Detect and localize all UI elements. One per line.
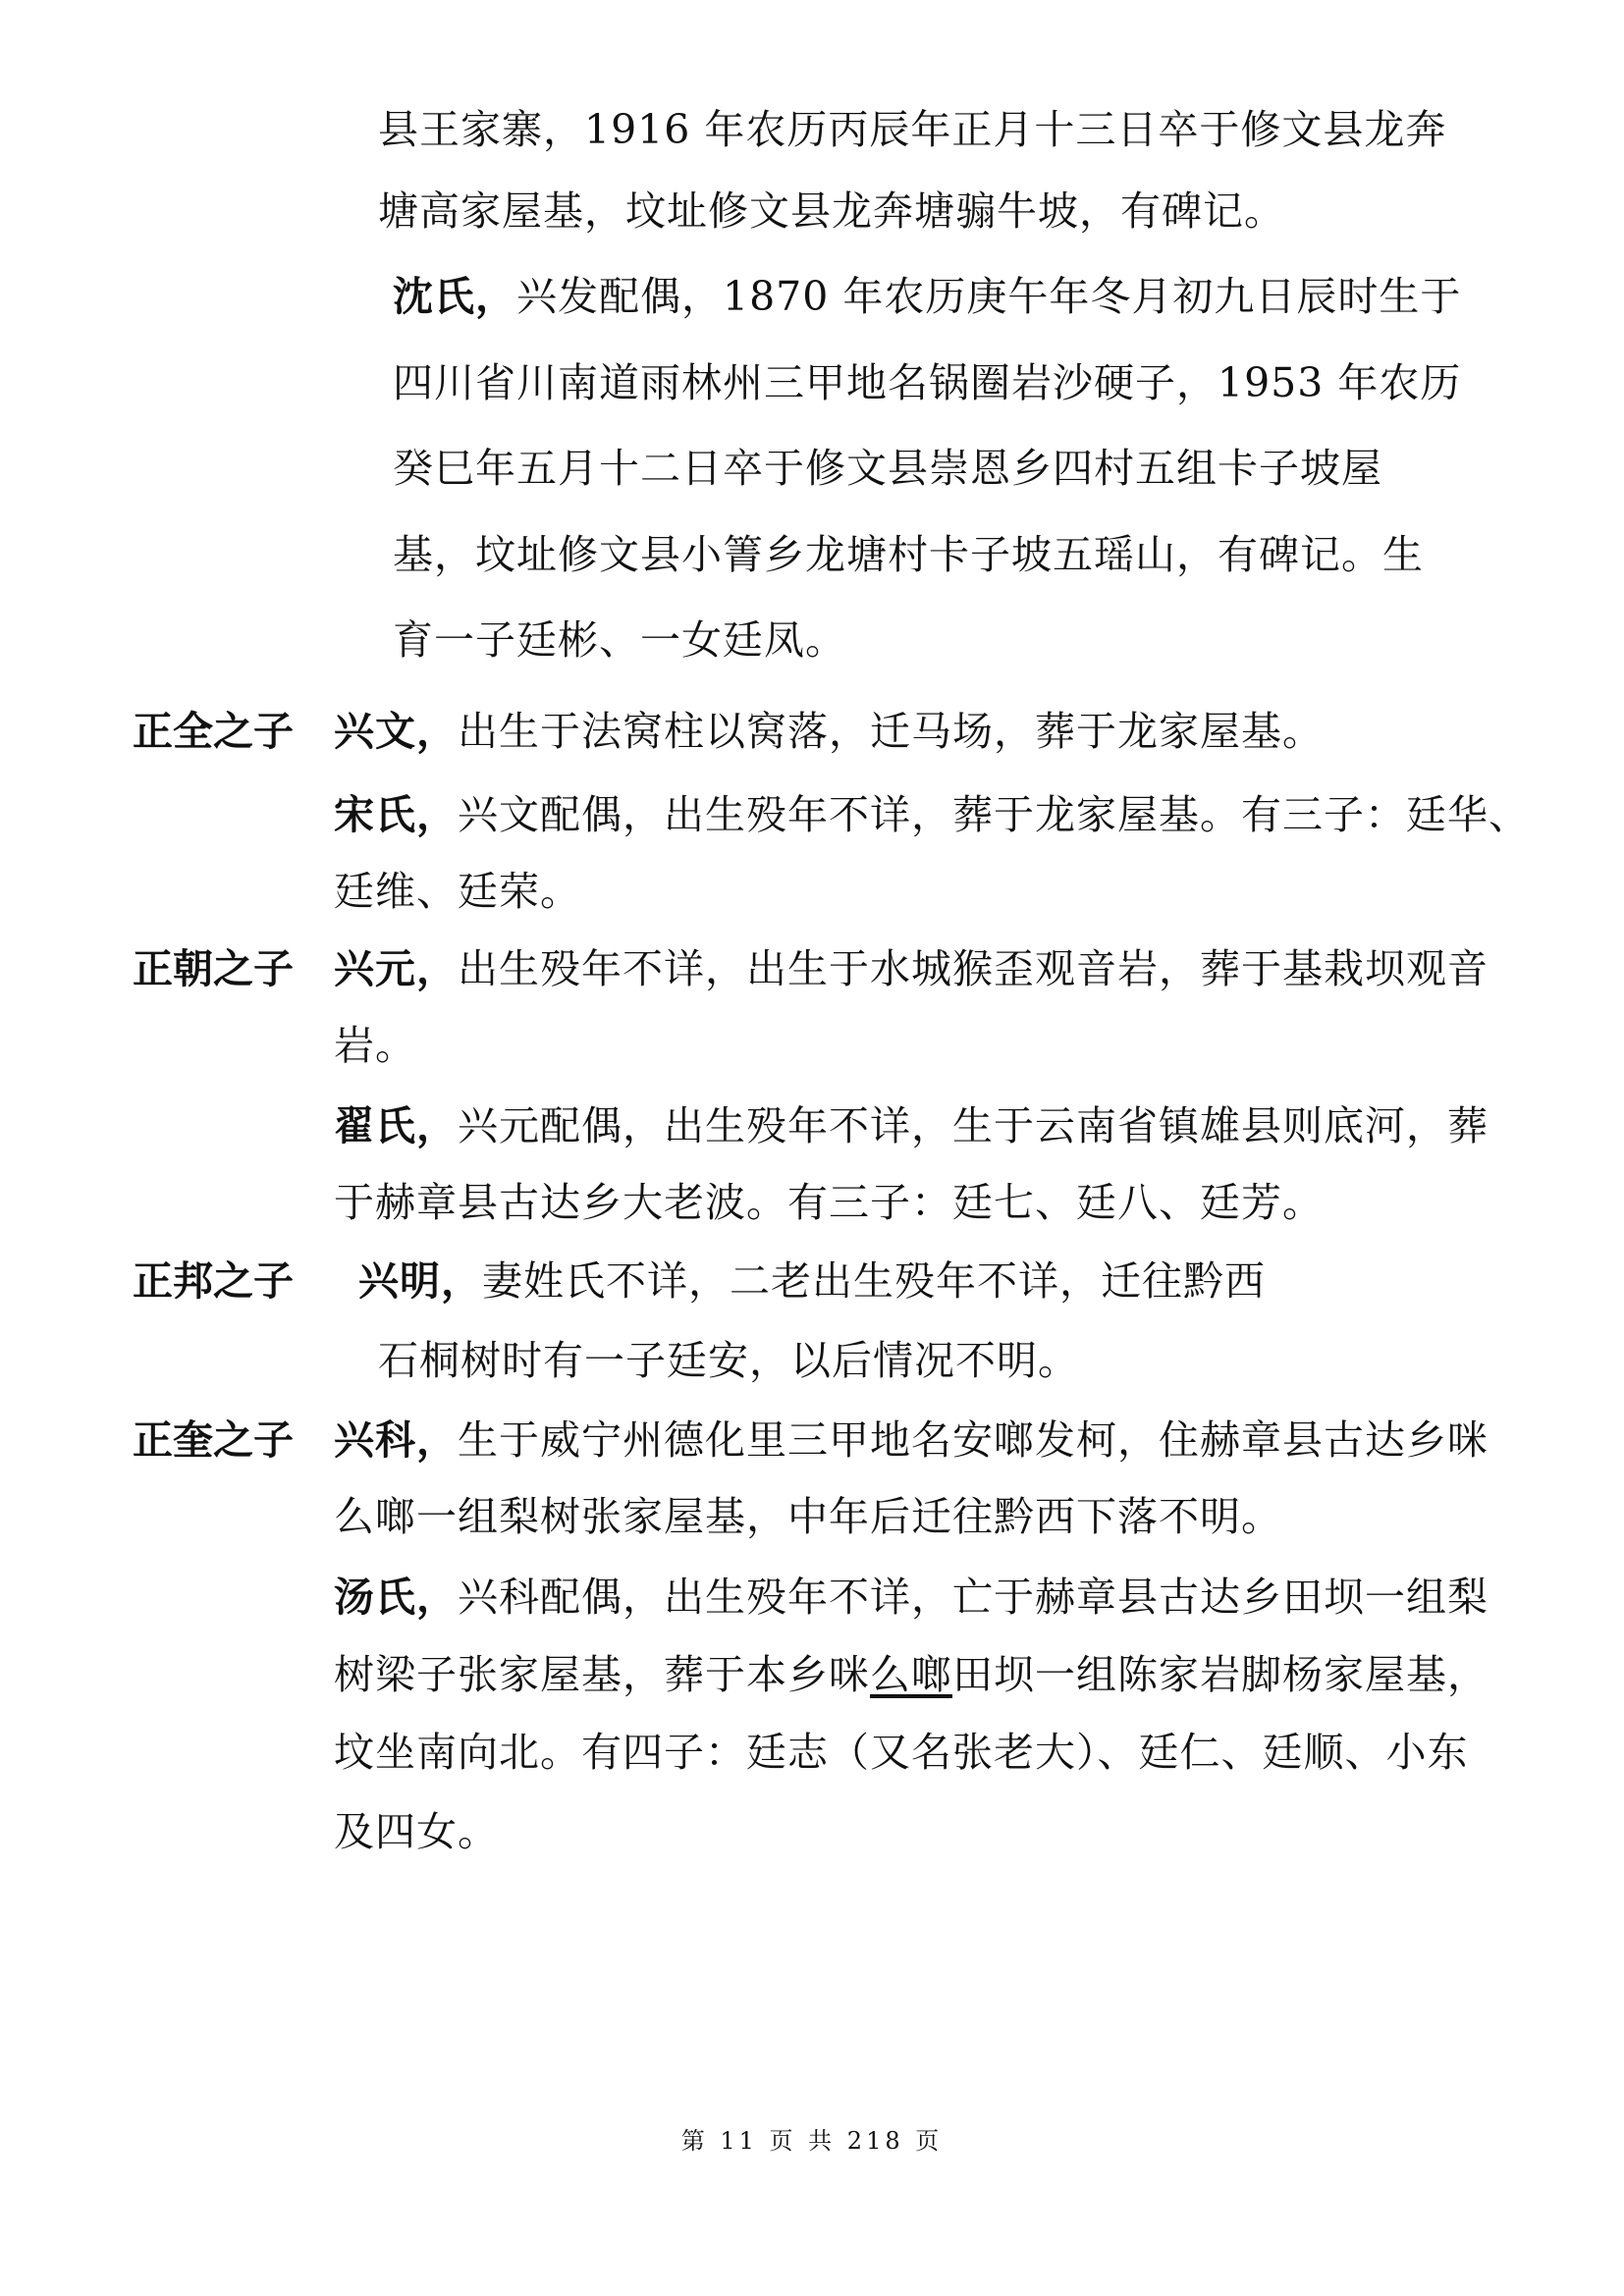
songshi-line-1: 宋氏，兴文配偶，出生殁年不详，葬于龙家屋基。有三子：廷华、 — [334, 791, 1530, 838]
xingfa-line-1: 县王家寨，1916 年农历丙辰年正月十三日卒于修文县龙奔 — [378, 106, 1447, 153]
shen-line-4: 基，坟址修文县小箐乡龙塘村卡子坡五瑶山，有碑记。生 — [393, 531, 1424, 578]
zhengquan-line-1: 兴文，出生于法窝柱以窝落，迁马场，葬于龙家屋基。 — [334, 708, 1324, 755]
name-xingke: 兴科， — [334, 1416, 458, 1464]
shen-line-5: 育一子廷彬、一女廷凤。 — [393, 616, 846, 664]
name-xingwen: 兴文， — [334, 708, 458, 755]
tangshi-line-2: 树梁子张家屋基，葬于本乡咪么啷田坝一组陈家岩脚杨家屋基， — [334, 1651, 1489, 1698]
page-footer: 第 11 页 共 218 页 — [680, 2127, 944, 2155]
zhengbang-line-2: 石桐树时有一子廷安，以后情况不明。 — [378, 1337, 1079, 1384]
tangshi-line-1: 汤氏，兴科配偶，出生殁年不详，亡于赫章县古达乡田坝一组梨 — [334, 1574, 1489, 1621]
zhengbang-line-1: 兴明，妻姓氏不详，二老出生殁年不详，迁往黔西 — [358, 1257, 1266, 1305]
underlined-place-name: 么啷 — [870, 1651, 952, 1698]
spouse-name-zhai: 翟氏， — [334, 1102, 458, 1149]
name-xingyuan: 兴元， — [334, 945, 458, 992]
name-xingming: 兴明， — [358, 1257, 482, 1305]
shen-line-2: 四川省川南道雨林州三甲地名锅圈岩沙硬子，1953 年农历 — [393, 359, 1462, 406]
xingfa-line-2: 塘高家屋基，坟址修文县龙奔塘骟牛坡，有碑记。 — [378, 187, 1285, 235]
zhaishi-line-2: 于赫章县古达乡大老波。有三子：廷七、廷八、廷芳。 — [334, 1179, 1324, 1226]
spouse-name-song: 宋氏， — [334, 791, 458, 838]
zhengkui-line-1: 兴科，生于威宁州德化里三甲地名安啷发柯，住赫章县古达乡咪 — [334, 1416, 1489, 1464]
label-zhengchao: 正朝之子 — [133, 945, 294, 992]
tangshi-line-4: 及四女。 — [334, 1808, 499, 1855]
shen-line-1: 沈氏，兴发配偶，1870 年农历庚午年冬月初九日辰时生于 — [393, 273, 1462, 320]
tangshi-line-3: 坟坐南向北。有四子：廷志（又名张老大）、廷仁、廷顺、小东 — [334, 1729, 1469, 1776]
spouse-name-shen: 沈氏， — [393, 273, 516, 320]
label-zhengkui: 正奎之子 — [133, 1416, 294, 1464]
spouse-name-tang: 汤氏， — [334, 1574, 458, 1621]
zhengchao-line-2: 岩。 — [334, 1022, 416, 1069]
shen-line-3: 癸巳年五月十二日卒于修文县崇恩乡四村五组卡子坡屋 — [393, 445, 1382, 492]
zhengchao-line-1: 兴元，出生殁年不详，出生于水城猴歪观音岩，葬于基栽坝观音 — [334, 945, 1489, 992]
zhengkui-line-2: 么啷一组梨树张家屋基，中年后迁往黔西下落不明。 — [334, 1493, 1282, 1540]
label-zhengquan: 正全之子 — [133, 708, 294, 755]
songshi-line-2: 廷维、廷荣。 — [334, 868, 581, 915]
label-zhengbang: 正邦之子 — [133, 1257, 294, 1305]
zhaishi-line-1: 翟氏，兴元配偶，出生殁年不详，生于云南省镇雄县则底河，葬 — [334, 1102, 1489, 1149]
